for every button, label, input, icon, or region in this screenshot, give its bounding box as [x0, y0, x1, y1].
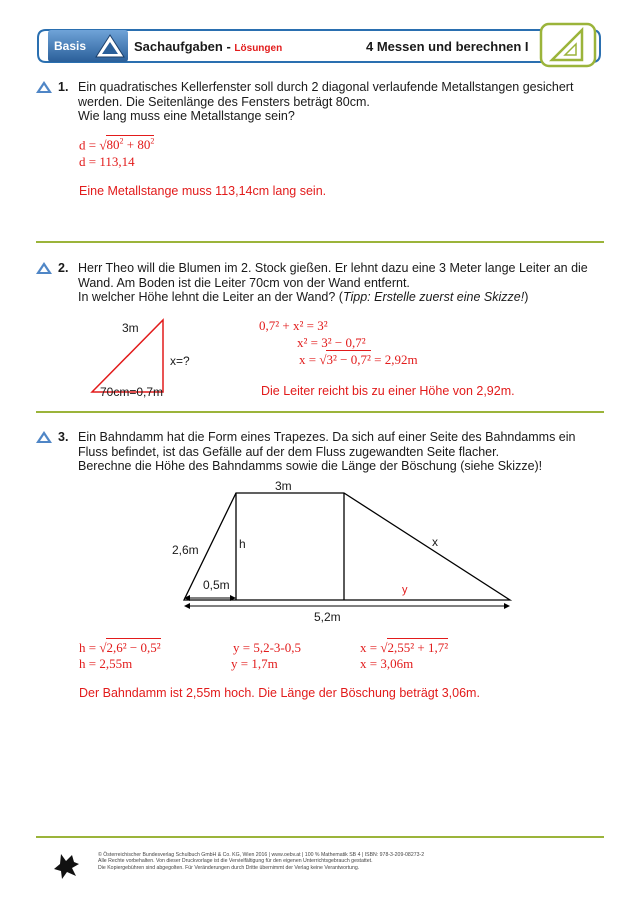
footer-text [98, 852, 424, 871]
task3-y2: y = 1,7m [231, 656, 278, 671]
task3-h1: h = √2,6² − 0,5² [79, 640, 161, 655]
task1-line2: werden. Die Seitenlänge des Fensters beträgt 80cm. [78, 94, 370, 109]
task3-y1: y = 5,2-3-0,5 [233, 640, 301, 655]
task1-line1: Ein quadratisches Kellerfenster soll durch 2 diagonal verlaufende Metallstangen gesichert [78, 80, 574, 94]
footer-line1: © Österreichischer Bundesverlag Schulbuch GmbH & Co. KG, Wien 2016 | www.oebv.at | 100 % Mathematik SB 4 | ISBN: 978-3-209-08273-2 [98, 852, 425, 858]
difficulty-icon [36, 262, 52, 274]
task1-calc1-lhs: d = [79, 137, 97, 153]
trapezoid-sketch [180, 488, 520, 618]
task2-eq2: x² = 3² − 0,7² [297, 335, 366, 350]
pyramid-icon [95, 34, 125, 58]
task3-h1-rad: 2,6² − 0,5² [106, 640, 161, 655]
task1-calc1-rad-b: + 80 [126, 137, 151, 153]
task2-line2: Wand. Am Boden ist die Leiter 70cm von der Wand entfernt. [78, 275, 410, 290]
task1-answer: Eine Metallstange muss 113,14cm lang sein. [79, 184, 327, 198]
task3-x1-rad: 2,55² + 1,7² [387, 640, 449, 655]
task2-tip: Tipp: Erstelle zuerst eine Skizze! [342, 290, 525, 304]
ladder-base-label: 70cm=0,7m [100, 385, 164, 399]
task3-line1: Ein Bahndamm hat die Form eines Trapezes. Da sich auf einer Seite des Bahndamms ein [78, 430, 576, 444]
ladder-sketch [88, 316, 208, 396]
task3-line2: Fluss befindet, ist das Gefälle auf der dem Fluss zugewandten Seite flacher. [78, 444, 500, 459]
footer-line2: Alle Rechte vorbehalten. Von dieser Druckvorlage ist die Vervielfältigung für den eigenen Unterrichtsgebrauch gestattet. [98, 858, 373, 865]
task1-text [78, 80, 573, 124]
ladder-hyp-label: 3m [122, 321, 139, 335]
task1-number: 1. [58, 80, 69, 94]
trapezoid-y-label: y [402, 584, 408, 596]
header-title-wrap [134, 39, 282, 54]
basis-logo-label: Basis [54, 39, 87, 53]
trapezoid-half-label: 0,5m [203, 578, 230, 592]
task1-calc1: $d = √80^2 + 80^2$ [79, 137, 155, 153]
geometry-logo [538, 22, 598, 68]
task1-calc2: d = 113,14 [79, 154, 135, 169]
set-square-icon [538, 22, 598, 68]
trapezoid-base-label: 5,2m [314, 610, 341, 624]
task3-x2: x = 3,06m [360, 656, 414, 671]
task3-line3: Berechne die Höhe des Bahndamms sowie die Länge der Böschung (siehe Skizze)! [78, 459, 543, 473]
task2-eq3-rhs: = 2,92m [374, 352, 418, 367]
task2-eq1: 0,7² + x² = 3² [259, 318, 328, 333]
task2-number: 2. [58, 261, 69, 275]
trapezoid-x-label: x [432, 535, 438, 549]
task1-calc1-rad-a: 80 [106, 137, 120, 153]
footer-line3: Die Kopiergebühren sind abgegolten. Für Veränderungen durch Dritte übernimmt der Verlag keine Verantwortung. [98, 864, 360, 871]
separator-2 [36, 411, 604, 413]
task3-x1: x = √2,55² + 1,7² [360, 640, 449, 655]
task2-eq3-lhs: x = [299, 352, 317, 367]
task2-answer: Die Leiter reicht bis zu einer Höhe von 2,92m. [261, 384, 515, 398]
task2-text [78, 261, 588, 305]
task2-line3 [78, 290, 588, 305]
trapezoid-left-label: 2,6m [172, 543, 199, 557]
basis-logo [48, 30, 128, 62]
separator-1 [36, 241, 604, 243]
task2-line3-end: ) [524, 290, 529, 304]
task2-eq3-rad: 3² − 0,7² [326, 352, 371, 367]
page-subtitle: Lösungen [234, 43, 283, 54]
task2-line3-start: In welcher Höhe lehnt die Leiter an der Wand? ( [78, 290, 343, 304]
task2-eq3: x = √3² − 0,7² = 2,92m [299, 352, 418, 367]
trapezoid-h-label: h [239, 537, 246, 551]
trapezoid-top-label: 3m [275, 479, 292, 493]
difficulty-icon [36, 81, 52, 93]
difficulty-icon [36, 431, 52, 443]
separator-footer [36, 836, 604, 838]
task2-line1: Herr Theo will die Blumen im 2. Stock gießen. Er lehnt dazu eine 3 Meter lange Leiter an die [78, 261, 588, 275]
chapter-title: 4 Messen und berechnen I [366, 39, 529, 54]
task3-number: 3. [58, 430, 69, 444]
task1-line3: Wie lang muss eine Metallstange sein? [78, 109, 295, 123]
task3-x1-lhs: x = [360, 640, 378, 655]
ladder-height-label: x=? [170, 354, 190, 368]
task3-h2: h = 2,55m [79, 656, 133, 671]
task3-answer: Der Bahndamm ist 2,55m hoch. Die Länge der Böschung beträgt 3,06m. [79, 686, 480, 700]
task3-text [78, 430, 575, 474]
page-title: Sachaufgaben - [134, 39, 231, 54]
task3-h1-lhs: h = [79, 640, 97, 655]
publisher-logo-icon [52, 852, 80, 880]
